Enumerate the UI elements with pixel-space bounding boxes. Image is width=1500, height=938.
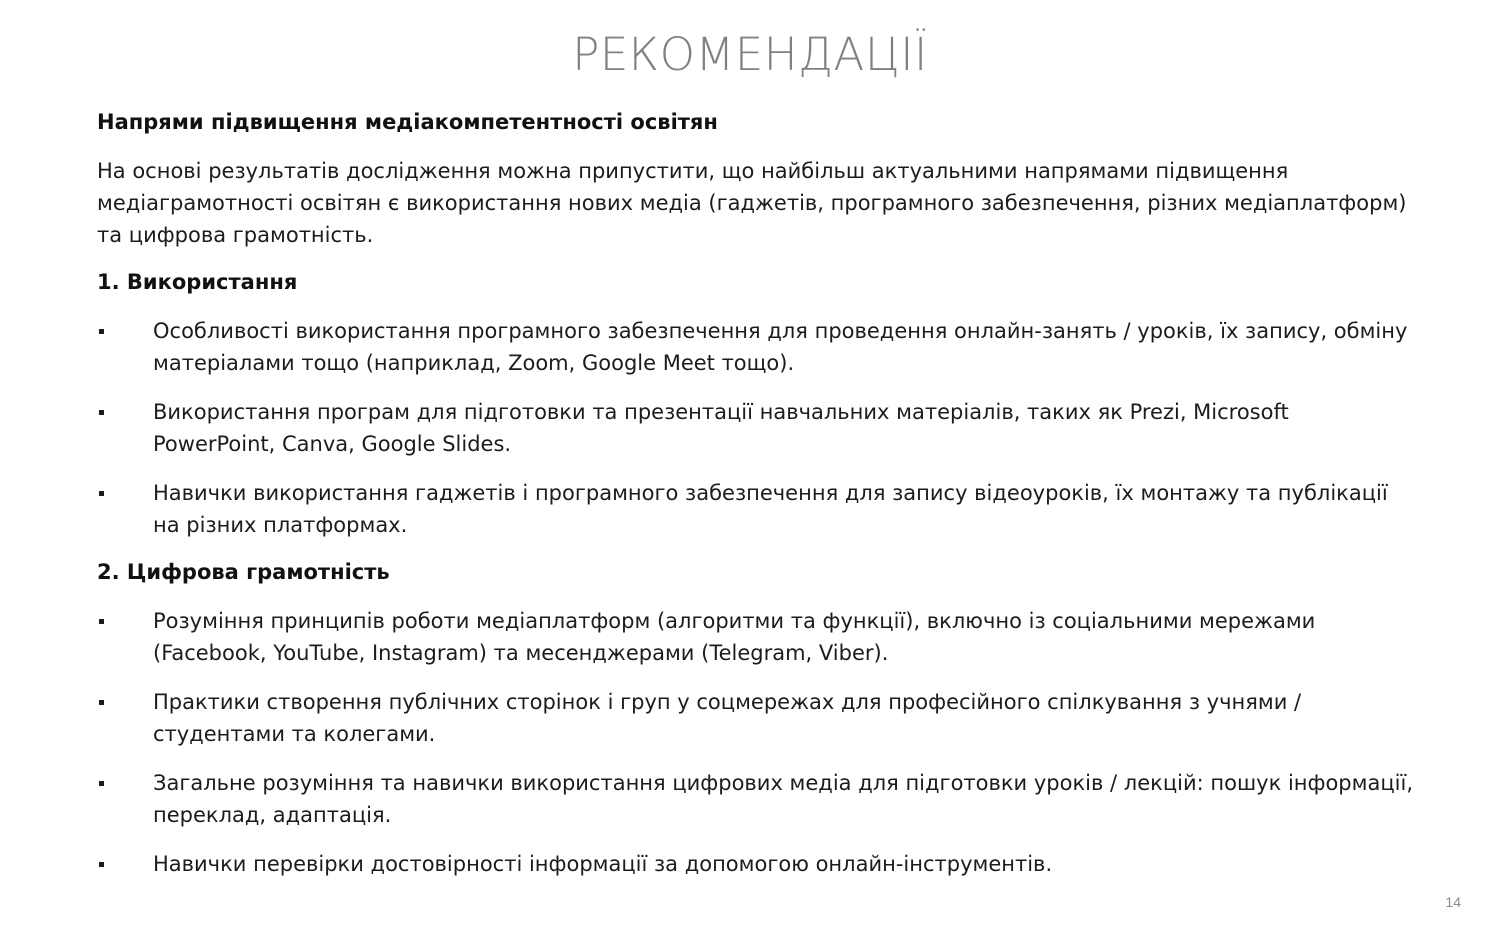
square-bullet-icon <box>99 700 104 705</box>
section-heading-usage: 1. Використання <box>97 270 298 294</box>
page-number: 14 <box>1445 894 1461 910</box>
list-item-text: Розуміння принципів роботи медіаплатформ (алгоритми та функції), включно із соціальними мережами (Facebook, YouTube, Instagram) та месенджерами (Telegram, Viber). <box>153 609 1316 665</box>
list-item <box>97 605 1417 669</box>
subtitle-heading: Напрями підвищення медіакомпетентності освітян <box>97 110 718 134</box>
square-bullet-icon <box>99 410 104 415</box>
list-item-text: Навички перевірки достовірності інформації за допомогою онлайн-інструментів. <box>153 852 1053 876</box>
list-item <box>97 686 1417 750</box>
usage-list <box>97 315 1417 541</box>
list-item <box>97 396 1417 460</box>
list-item <box>97 477 1417 541</box>
list-item-text: Навички використання гаджетів і програмного забезпечення для запису відеоуроків, їх монтажу та публікації на різних платформах. <box>153 481 1388 537</box>
square-bullet-icon <box>99 491 104 496</box>
list-item <box>97 767 1417 831</box>
square-bullet-icon <box>99 781 104 786</box>
slide-title: РЕКОМЕНДАЦІЇ <box>572 28 928 81</box>
square-bullet-icon <box>99 862 104 867</box>
slide-content <box>97 106 1417 880</box>
list-item <box>97 315 1417 379</box>
list-item-text: Особливості використання програмного забезпечення для проведення онлайн-занять / уроків, їх запису, обміну матеріалами тощо (наприклад, Zoom, Google Meet тощо). <box>153 319 1408 375</box>
list-item-text: Використання програм для підготовки та презентації навчальних матеріалів, таких як Prezi, Microsoft PowerPoint, Canva, Google Slides. <box>153 400 1289 456</box>
digital-literacy-list <box>97 605 1417 880</box>
intro-paragraph: На основі результатів дослідження можна припустити, що найбільш актуальними напрямами підвищення медіаграмотності освітян є використання нових медіа (гаджетів, програмного забезпечення, різних медіаплатформ) та цифрова грамотність. <box>97 159 1407 247</box>
square-bullet-icon <box>99 329 104 334</box>
square-bullet-icon <box>99 619 104 624</box>
section-heading-digital-literacy: 2. Цифрова грамотність <box>97 560 390 584</box>
list-item <box>97 848 1417 880</box>
list-item-text: Загальне розуміння та навички використання цифрових медіа для підготовки уроків / лекцій: пошук інформації, переклад, адаптація. <box>153 771 1413 827</box>
list-item-text: Практики створення публічних сторінок і груп у соцмережах для професійного спілкування з учнями / студентами та колегами. <box>153 690 1302 746</box>
